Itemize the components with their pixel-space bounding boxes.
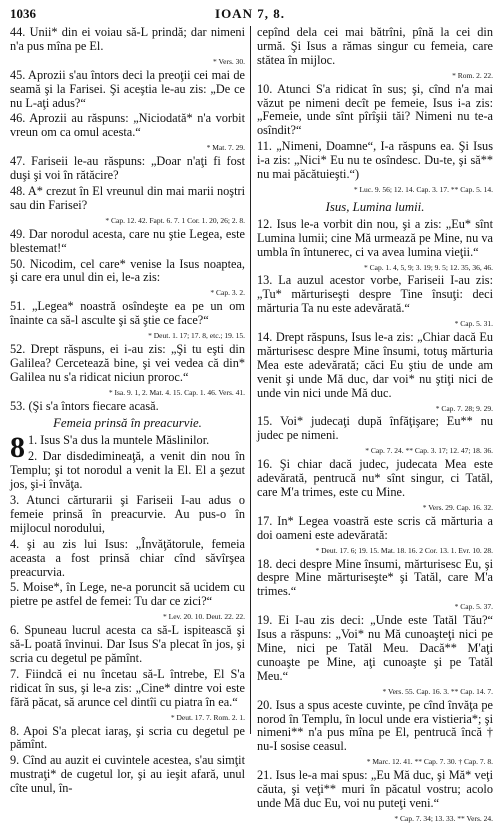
cross-reference: * Deut. 1. 17; 17. 8, etc.; 19. 15. xyxy=(148,331,245,341)
section-title: Isus, Lumina lumii. xyxy=(325,199,425,214)
cross-reference: * Marc. 12. 41. ** Cap. 7. 30. † Cap. 7. 8. xyxy=(366,757,493,767)
left-column xyxy=(10,26,245,798)
verse-list xyxy=(10,450,245,796)
verse: 52. Drept răspuns, ei i-au zis: „Şi tu eşti din Galilea? Cercetează bine, şi vei vedea că din* Galilea nu s'a ridicat niciun proroc.“ xyxy=(10,341,245,384)
cross-reference: * Rom. 2. 22. xyxy=(452,70,493,80)
cross-reference: * Mat. 7. 29. xyxy=(206,143,245,153)
verse: 1. Isus S'a dus la muntele Măslinilor. xyxy=(28,433,210,448)
chapter-start xyxy=(10,431,245,465)
verse: 4. şi au zis lui Isus: „Învăţătorule, femeia aceasta a fost prinsă chiar cînd săvîrşea preacurvia. xyxy=(10,536,245,579)
verse: 13. La auzul acestor vorbe, Fariseii I-au zis: „Tu* mărturiseşti despre Tine însuţi: deci mărturia Ta nu este adevărată.“ xyxy=(257,273,493,316)
verse: 7. Fiindcă ei nu încetau să-L întrebe, El S'a ridicat în sus, şi le-a zis: „Cine* dintre voi este fără păcat, să arunce cel dintîi cu piatra în ea.“ xyxy=(10,666,245,709)
cross-reference: * Cap. 1. 4, 5, 9; 3. 19; 9. 5; 12. 35, 36, 46. xyxy=(364,262,493,272)
verse: 14. Drept răspuns, Isus le-a zis: „Chiar dacă Eu mărturisesc despre Mine însumi, totuş mărturia Mea este adevărată; căci Eu ştiu de unde am venit şi unde Mă duc, dar voi* nu ştiţi nici de unde vin nici unde Mă duc. xyxy=(257,330,493,400)
verse: cepînd dela cei mai bătrîni, pînă la cei din urmă. Şi Isus a rămas singur cu femeia, care stătea în mijloc. xyxy=(257,25,493,67)
verse: 49. Dar norodul acesta, care nu ştie Legea, este blestemat!“ xyxy=(10,226,245,255)
verse: 46. Aprozii au răspuns: „Niciodată* n'a vorbit vreun om ca omul acesta.“ xyxy=(10,111,245,140)
cross-reference: * Isa. 9. 1, 2. Mat. 4. 15. Cap. 1. 46. Vers. 41. xyxy=(108,387,245,397)
cross-reference: * Luc. 9. 56; 12. 14. Cap. 3. 17. ** Cap. 5. 14. xyxy=(353,184,493,194)
verse: 47. Fariseii le-au răspuns: „Doar n'aţi fi fost duşi şi voi în rătăcire? xyxy=(10,154,245,183)
verse: 48. A* crezut în El vreunul din mai marii noştri sau din Farisei? xyxy=(10,183,245,212)
verse: 10. Atunci S'a ridicat în sus; şi, cînd n'a mai văzut pe nimeni decît pe femeie, Isus i-a zis: „Femeie, unde sînt pîrîşii tăi? Nimeni nu te-a osîndit?“ xyxy=(257,81,493,138)
page-header xyxy=(10,6,490,24)
verse: 2. Dar disdedimineaţă, a venit din nou în Templu; şi tot norodul a venit la El. El a şezut jos, şi-i învăţa. xyxy=(10,449,245,492)
verse: 44. Unii* din ei voiau să-L prindă; dar nimeni n'a pus mîna pe El. xyxy=(10,25,245,53)
verse: 8. Apoi S'a plecat iaraş, şi scria cu degetul pe pămînt. xyxy=(10,723,245,752)
verse: 6. Spuneau lucrul acesta ca să-L ispitească şi să-L poată învinui. Dar Isus S'a plecat în jos, şi scria cu degetul pe pămînt. xyxy=(10,623,245,665)
cross-reference: * Cap. 12. 42. Fapt. 6. 7. 1 Cor. 1. 20, 26; 2. 8. xyxy=(105,215,245,225)
verse: 51. „Legea* noastră osîndeşte ea pe un om înainte ca să-l asculte şi să ştie ce face?“ xyxy=(10,299,245,328)
verse: 5. Moise*, în Lege, ne-a poruncit să ucidem cu pietre pe astfel de femei: Tu dar ce zici?“ xyxy=(10,580,245,609)
verse: 50. Nicodim, cel care* venise la Isus noaptea, şi care era unul din ei, le-a zis: xyxy=(10,256,245,285)
verse: 15. Voi* judecaţi după înfăţişare; Eu** nu judec pe nimeni. xyxy=(257,414,493,443)
verse: 12. Isus le-a vorbit din nou, şi a zis: „Eu* sînt Lumina lumii; cine Mă urmează pe Mine, nu va umbla în întunerec, ci va avea lumina vieţii.“ xyxy=(257,216,493,259)
verse: 53. (Şi s'a întors fiecare acasă. xyxy=(10,398,159,413)
verse: 9. Cînd au auzit ei cuvintele acestea, s'au simţit mustraţi* de cugetul lor, şi au ieşit afară, unul cîte unul, în- xyxy=(10,753,245,796)
section-title: Femeia prinsă în preacurvie. xyxy=(53,416,202,431)
cross-reference: * Cap. 7. 24. ** Cap. 3. 17; 12. 47; 18. 36. xyxy=(365,446,493,456)
verse-list xyxy=(10,69,245,414)
running-title: IOAN 7, 8. xyxy=(215,6,285,21)
verse: 19. Ei I-au zis deci: „Unde este Tatăl Tău?“ Isus a răspuns: „Voi* nu Mă cunoaşteţi nici pe Mine, nici pe Tatăl Meu. Dacă** M'aţi cunoaşte pe Mine, aţi cunoaşte şi pe Tatăl Meu.“ xyxy=(257,613,493,683)
cross-reference: * Cap. 3. 2. xyxy=(210,288,245,298)
cross-reference: * Cap. 5. 37. xyxy=(454,602,493,612)
cross-reference: * Cap. 5. 31. xyxy=(454,319,493,329)
cross-reference: * Deut. 17. 7. Rom. 2. 1. xyxy=(170,712,245,722)
verse: 3. Atunci cărturarii şi Fariseii I-au adus o femeie prinsă în preacurvie. Au pus-o în mijlocul norodului, xyxy=(10,493,245,535)
verse: 18. deci despre Mine însumi, mărturisesc Eu, şi despre Mine mărturiseşte* şi Tatăl, care M'a trimes.“ xyxy=(257,556,493,599)
cross-reference: * Vers. 29. Cap. 16. 32. xyxy=(422,502,493,512)
verse: 16. Şi chiar dacă judec, judecata Mea este adevărată, pentrucă nu* sînt singur, ci Tatăl, care M'a trimes, este cu Mine. xyxy=(257,457,493,499)
verse: 45. Aprozii s'au întors deci la preoţii cei mai de seamă şi la Farisei. Şi aceştia le-au zis: „De ce nu L-aţi adus?“ xyxy=(10,67,245,110)
verse: 20. Isus a spus aceste cuvinte, pe cînd învăţa pe norod în Templu, în locul unde era vistieria*; şi nimeni** n'a pus mîna pe El, pentrucă încă † nu-I sosise ceasul. xyxy=(257,697,493,754)
verse: 11. „Nimeni, Doamne“, I-a răspuns ea. Şi Isus i-a zis: „Nici* Eu nu te osîndesc. Du-te, şi să** nu mai păcătuieşti.“) xyxy=(257,139,493,182)
cross-reference: * Vers. 30. xyxy=(213,56,245,66)
right-column xyxy=(257,26,493,826)
verse: 17. In* Legea voastră este scris că mărturia a doi oameni este adevărată: xyxy=(257,513,493,542)
verse-list xyxy=(257,83,493,197)
verse-list xyxy=(257,218,493,826)
verse: 21. Isus le-a mai spus: „Eu Mă duc, şi Mă* veţi căuta, şi veţi** muri în păcatul vostru; acolo unde Mă duc Eu, voi nu puteţi veni.“ xyxy=(257,768,493,810)
chapter-number: 8 xyxy=(10,431,25,465)
cross-reference: * Cap. 7. 28; 9. 29. xyxy=(435,403,493,413)
cross-reference: * Vers. 55. Cap. 16. 3. ** Cap. 14. 7. xyxy=(382,686,493,696)
cross-reference: * Lev. 20. 10. Deut. 22. 22. xyxy=(162,612,245,622)
cross-reference: * Cap. 7. 34; 13. 33. ** Vers. 24. xyxy=(394,813,493,823)
column-divider xyxy=(250,26,251,734)
cross-reference: * Deut. 17. 6; 19. 15. Mat. 18. 16. 2 Cor. 13. 1. Evr. 10. 28. xyxy=(315,545,493,555)
page-number: 1036 xyxy=(10,6,36,21)
